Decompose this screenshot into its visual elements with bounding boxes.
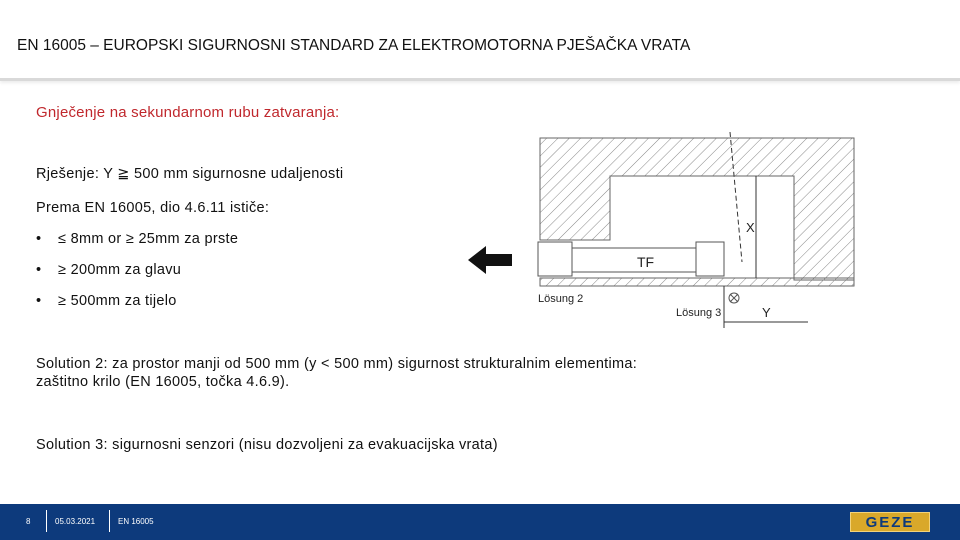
door-leaf xyxy=(538,242,724,276)
bullet-icon: • xyxy=(36,293,42,309)
solution-line xyxy=(36,166,343,182)
door-diagram xyxy=(462,132,862,332)
page-title: EN 16005 – EUROPSKI SIGURNOSNI STANDARD ZA ELEKTROMOTORNA PJEŠAČKA VRATA xyxy=(17,37,691,54)
solution3-text: sigurnosni senzori (nisu dozvoljeni za evakuacijska vrata) xyxy=(107,437,498,453)
floor-strip xyxy=(540,278,854,286)
left-arrow-icon xyxy=(468,246,512,274)
bullet-icon: • xyxy=(36,262,42,278)
footer-doc: EN 16005 xyxy=(118,517,154,526)
solution3-paragraph xyxy=(36,436,656,454)
list-item xyxy=(36,293,177,309)
label-y: Y xyxy=(762,305,771,320)
solution2-label: Solution 2: xyxy=(36,356,108,372)
bullet-text: ≥ 500mm za tijelo xyxy=(58,293,177,309)
footer-bar xyxy=(0,504,960,540)
solution3-label: Solution 3: xyxy=(36,437,108,453)
solution-text: Y ≧ 500 mm sigurnosne udaljenosti xyxy=(99,166,344,182)
footer-date: 05.03.2021 xyxy=(55,517,96,526)
label-losung2: Lösung 2 xyxy=(538,293,584,305)
footer-divider xyxy=(109,510,110,532)
intro-text: Prema EN 16005, dio 4.6.11 ističe: xyxy=(36,200,270,216)
bullet-text: ≤ 8mm or ≥ 25mm za prste xyxy=(58,231,239,247)
list-item xyxy=(36,231,238,247)
header-bar xyxy=(0,0,960,81)
geze-logo xyxy=(850,512,930,532)
section-subtitle: Gnječenje na sekundarnom rubu zatvaranja: xyxy=(36,104,340,121)
solution2-paragraph xyxy=(36,355,656,391)
solution2-text: za prostor manji od 500 mm (y < 500 mm) sigurnost strukturalnim elementima: zaštitno krilo (EN 16005, točka 4.6.9). xyxy=(36,356,638,390)
footer-divider xyxy=(46,510,47,532)
logo-text: GEZE xyxy=(865,514,915,531)
bullet-text: ≥ 200mm za glavu xyxy=(58,262,182,278)
solution-label: Rješenje: xyxy=(36,166,100,182)
page-number: 8 xyxy=(26,517,31,526)
list-item xyxy=(36,262,181,278)
label-x: X xyxy=(746,220,755,235)
label-tf: TF xyxy=(637,254,655,270)
bullet-icon: • xyxy=(36,231,42,247)
label-losung3: Lösung 3 xyxy=(676,307,722,319)
